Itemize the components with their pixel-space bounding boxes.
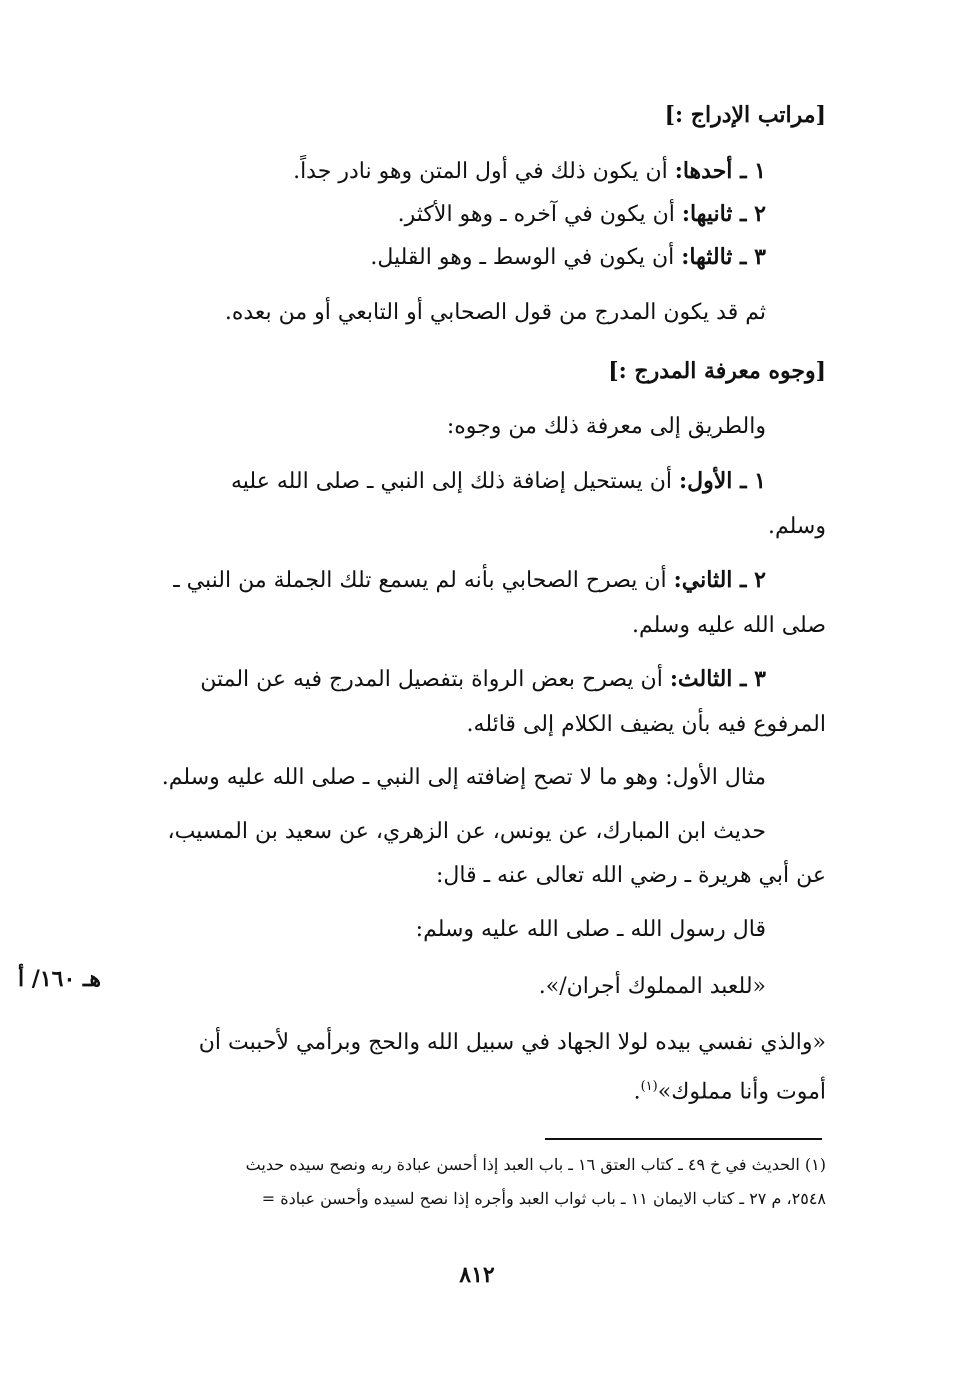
way-2-line-2: صلى الله عليه وسلم.: [632, 613, 826, 638]
way-1-line-2: وسلم.: [768, 514, 826, 539]
prophet-said: قال رسول الله ـ صلى الله عليه وسلم:: [415, 917, 766, 942]
way-text: أن يستحيل إضافة ذلك إلى النبي ـ صلى الله عليه: [231, 469, 680, 494]
rank-label: ٢ ـ ثانيها:: [681, 201, 766, 227]
rank-item-2: [398, 199, 766, 230]
way-label: ٣ ـ الثالث:: [669, 666, 766, 692]
quote-2-text: أموت وأنا مملوك»: [657, 1079, 826, 1105]
rank-text: أن يكون في الوسط ـ وهو القليل.: [370, 245, 682, 270]
way-text: أن يصرح الصحابي بأنه لم يسمع تلك الجملة من النبي ـ: [173, 568, 674, 593]
way-1-line-1: [231, 466, 766, 497]
rank-item-3: [370, 242, 766, 273]
page-number: ٨١٢: [459, 1262, 495, 1288]
way-3-line-2: المرفوع فيه بأن يضيف الكلام إلى قائله.: [466, 712, 826, 737]
rank-text: أن يكون ذلك في أول المتن وهو نادر جداً.: [293, 159, 675, 184]
quote-2-line-1: «والذي نفسي بيده لولا الجهاد في سبيل الله والحج وبرأمي لأحببت أن: [198, 1030, 826, 1055]
margin-note: هـ ١٦٠/ أ: [18, 966, 101, 992]
rank-label: ٣ ـ ثالثها:: [681, 244, 766, 270]
rank-text: أن يكون في آخره ـ وهو الأكثر.: [397, 202, 682, 227]
way-2-line-1: [173, 565, 766, 596]
hadith-chain-line-1: حديث ابن المبارك، عن يونس، عن الزهري، عن سعيد بن المسيب،: [167, 819, 766, 844]
footnote-line-2: ٢٥٤٨، م ٢٧ ـ كتاب الايمان ١١ ـ باب ثواب العبد وأجره إذا نصح لسيده وأحسن عبادة =: [261, 1189, 826, 1208]
way-label: ٢ ـ الثاني:: [673, 567, 766, 593]
way-label: ١ ـ الأول:: [679, 468, 766, 494]
paragraph-intro: والطريق إلى معرفة ذلك من وجوه:: [446, 414, 766, 439]
rank-item-1: [293, 156, 766, 187]
footnote-line-1: (١) الحديث في خ ٤٩ ـ كتاب العتق ١٦ ـ باب العبد إذا أحسن عبادة ربه ونصح سيده حديث: [245, 1155, 826, 1174]
way-text: أن يصرح بعض الرواة بتفصيل المدرج فيه عن المتن: [200, 667, 670, 692]
rank-label: ١ ـ أحدها:: [674, 158, 766, 184]
quote-2-end: .: [633, 1079, 641, 1105]
section-heading-ways: [وجوه معرفة المدرج :]: [608, 358, 826, 384]
footnote-reference: (١): [640, 1079, 658, 1094]
footnote-divider: [545, 1138, 822, 1140]
paragraph-source: ثم قد يكون المدرج من قول الصحابي أو التابعي أو من بعده.: [224, 300, 766, 325]
way-3-line-1: [200, 664, 766, 695]
example-title: مثال الأول: وهو ما لا تصح إضافته إلى النبي ـ صلى الله عليه وسلم.: [161, 765, 766, 790]
quote-2-line-2: [634, 1072, 826, 1107]
quote-1: «للعبد المملوك أجران/».: [538, 974, 766, 999]
section-heading-ranks: [مراتب الإدراج :]: [664, 102, 826, 128]
hadith-chain-line-2: عن أبي هريرة ـ رضي الله تعالى عنه ـ قال:: [436, 863, 826, 888]
